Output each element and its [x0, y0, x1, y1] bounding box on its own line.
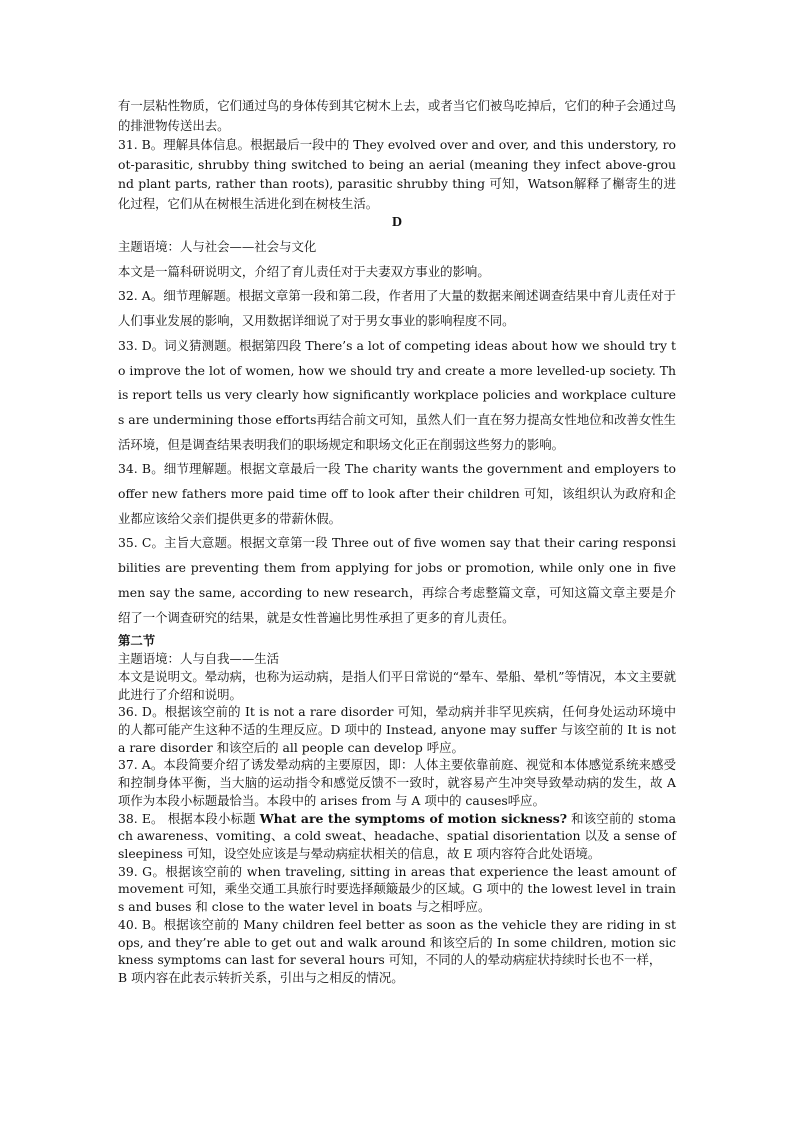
answer-34: 34. B。细节理解题。根据文章最后一段 The charity wants the government and employers to offer new fathers more paid time off to look after their children 可知，该组织认为政府和企业都应该给父亲们提供更多的带薪休假。: [118, 461, 676, 526]
answer-36: 36. D。根据该空前的 It is not a rare disorder 可知，晕动病并非罕见疾病，任何身处运动环境中的人都可能产生这种不适的生理反应。D 项中的 Instead, anyone may suffer 与该空前的 It is not a rare disorder 和该空后的 all people can develop 呼应。: [118, 704, 676, 755]
passage-d-theme: 主题语境：人与社会——社会与文化: [118, 239, 317, 254]
answer-38: [118, 810, 676, 863]
answer-38-rest: 和该空前的 stomach awareness、vomiting、a cold sweat、headache、spatial disorientation 以及 a sense of sleepiness 可知，设空处应该是与晕动病症状相关的信息，故 E 项内容符合此处语境。: [118, 810, 676, 861]
part-two-intro: 本文是说明文。晕动病，也称为运动病，是指人们平日常说的“晕车、晕船、晕机”等情况，本文主要就此进行了介绍和说明。: [118, 668, 676, 702]
answer-38-prefix: 38. E。 根据本段小标题: [118, 810, 260, 826]
part-two-theme: 主题语境：人与自我——生活: [118, 651, 280, 667]
passage-d-intro: 本文是一篇科研说明文，介绍了育儿责任对于夫妻双方事业的影响。: [118, 263, 490, 279]
answer-31: 31. B。理解具体信息。根据最后一段中的 They evolved over and over, and this understory, root-parasitic, shrubby thing switched to being an aerial (meaning they infect above-ground plant parts, rather than roots), parasitic shrubby thing 可知，Watson解释了槲寄生的进化过程，它们从在树根生活进化到在树枝生活。: [118, 137, 676, 211]
passage-d-heading: D: [391, 215, 403, 230]
answer-37: 37. A。本段简要介绍了诱发晕动病的主要原因，即：人体主要依靠前庭、视觉和本体感觉系统来感受和控制身体平衡，当大脑的运动指令和感觉反馈不一致时，就容易产生冲突导致晕动病的发生，故 A 项作为本段小标题最恰当。本段中的 arises from 与 A 项中的 causes呼应。: [118, 757, 676, 808]
answer-40: 40. B。根据该空前的 Many children feel better as soon as the vehicle they are riding in stops, and they’re able to get out and walk around 和该空后的 In some children, motion sickness symptoms can last for several hours 可知，不同的人的晕动病症状持续时长也不一样，: [118, 916, 676, 968]
answer-33: 33. D。词义猜测题。根据第四段 There’s a lot of competing ideas about how we should try to improve the lot of women, how we should try and create a more levelled-up society. This report tells us very clearly how significantly workplace policies and workplace cultures are undermining those efforts再结合前文可知，虽然人们一直在努力提高女性地位和改善女性生活环境，但是调查结果表明我们的职场规定和职场文化正在削弱这些努力的影响。: [118, 337, 676, 452]
part-two-title: 第二节: [118, 633, 156, 649]
answer-38-subtitle: What are the symptoms of motion sickness?: [259, 810, 568, 826]
answer-39: 39. G。根据该空前的 when traveling, sitting in areas that experience the least amount of movement 可知，乘坐交通工具旅行时要选择颠簸最少的区域。G 项中的 the lowest level in trains and buses 和 close to the water level in boats 与之相呼应。: [118, 863, 676, 915]
answer-40-tail: B 项内容在此表示转折关系，引出与之相反的情况。: [118, 969, 404, 985]
answer-35: 35. C。主旨大意题。根据文章第一段 Three out of five women say that their caring responsibilities are preventing them from applying for jobs or promotion, while only one in five men say the same, according to new research，再综合考虑整篇文章，可知这篇文章主要是介绍了一个调查研究的结果，就是女性普遍比男性承担了更多的育儿责任。: [118, 535, 676, 625]
passage-c-explanation-tail: 有一层粘性物质，它们通过鸟的身体传到其它树木上去，或者当它们被鸟吃掉后，它们的种子会通过鸟的排泄物传送出去。: [118, 98, 676, 133]
answer-key-page: [118, 96, 676, 987]
answer-32: 32. A。细节理解题。根据文章第一段和第二段，作者用了大量的数据来阐述调查结果中育儿责任对于人们事业发展的影响，又用数据详细说了对于男女事业的影响程度不同。: [118, 288, 676, 329]
